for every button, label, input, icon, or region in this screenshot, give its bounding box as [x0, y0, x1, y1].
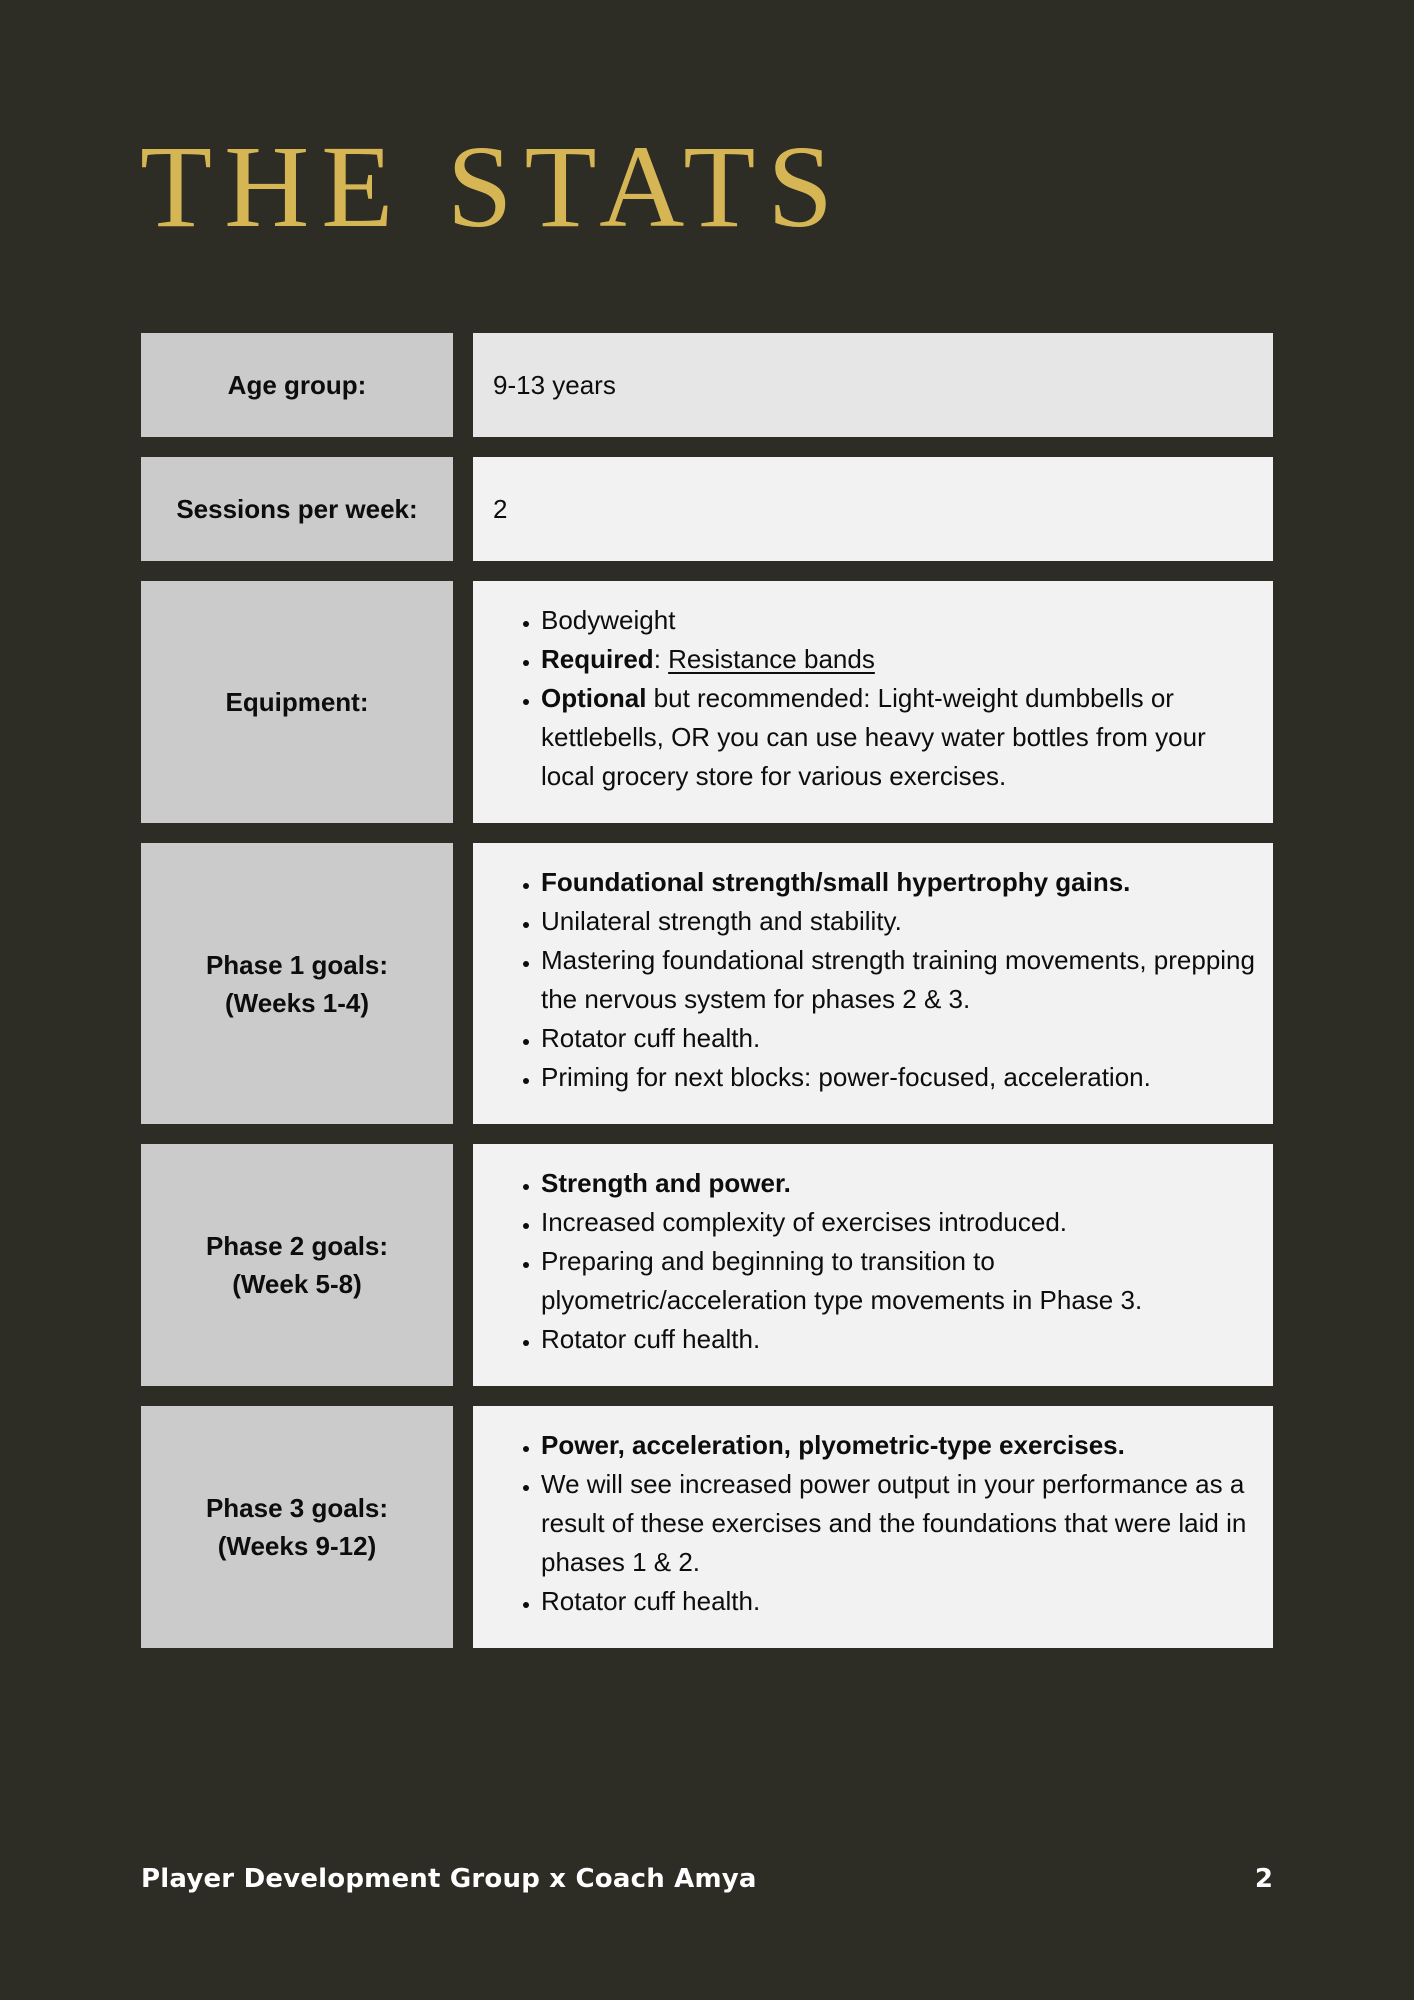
phase-1-label-title: Phase 1 goals:: [205, 949, 389, 980]
phase-2-headline: Strength and power.: [541, 1168, 791, 1198]
phase-3-value: [473, 1406, 1273, 1648]
list-item: [541, 1164, 1257, 1203]
equipment-label: Equipment:: [141, 581, 453, 823]
phase-2-goals-list: [473, 1144, 1273, 1359]
age-group-label: Age group:: [141, 333, 453, 437]
phase-3-label: [141, 1406, 453, 1648]
sessions-label: Sessions per week:: [141, 457, 453, 561]
list-item: [541, 1426, 1257, 1465]
phase-2-label: [141, 1144, 453, 1386]
phase-2-value: [473, 1144, 1273, 1386]
list-item: • We will see increased power output in your performance as a result of these exercises and the foundations that were laid in phases 1 & 2.: [541, 1465, 1257, 1582]
phase-1-label-weeks: (Weeks 1-4): [224, 987, 369, 1018]
phase-1-label: [141, 843, 453, 1124]
age-group-value: 9-13 years: [473, 333, 1273, 437]
stats-row-age-group: [141, 333, 1273, 437]
phase-2-label-weeks: (Week 5-8): [232, 1269, 362, 1299]
list-item: • Priming for next blocks: power-focused, acceleration.: [541, 1058, 1257, 1097]
phase-1-headline: Foundational strength/small hypertrophy gains.: [541, 867, 1131, 897]
list-item: [541, 679, 1257, 796]
list-item: • Rotator cuff health.: [541, 1582, 1257, 1621]
list-item: • Rotator cuff health.: [541, 1320, 1257, 1359]
stats-row-phase-1: [141, 843, 1273, 1124]
list-item: • Preparing and beginning to transition to plyometric/acceleration type movements in Phase 3.: [541, 1242, 1257, 1320]
optional-label: Optional: [541, 683, 647, 713]
footer-text: Player Development Group x Coach Amya: [141, 1864, 757, 1894]
equipment-item-text: but recommended: Light-weight dumbbells or kettlebells, OR you can use heavy water bottles from your local grocery store for various exercises.: [541, 683, 1206, 791]
list-item: • Rotator cuff health.: [541, 1019, 1257, 1058]
page-title: THE STATS: [140, 121, 845, 252]
sessions-value: 2: [473, 457, 1273, 561]
resistance-bands-link[interactable]: Resistance bands: [668, 644, 875, 674]
list-item: [541, 863, 1257, 902]
stats-row-equipment: [141, 581, 1273, 823]
phase-2-label-title: Phase 2 goals:: [205, 1231, 389, 1261]
list-item: • Unilateral strength and stability.: [541, 902, 1257, 941]
list-item: [541, 601, 1257, 640]
phase-1-value: [473, 843, 1273, 1124]
phase-1-goals-list: [473, 843, 1273, 1097]
equipment-item-text: Bodyweight: [541, 605, 676, 635]
stats-row-phase-2: [141, 1144, 1273, 1386]
stats-row-sessions: [141, 457, 1273, 561]
phase-3-goals-list: [473, 1406, 1273, 1621]
required-label: Required: [541, 644, 654, 674]
list-item: [541, 640, 1257, 679]
page-number: 2: [1254, 1864, 1273, 1894]
list-item: • Increased complexity of exercises introduced.: [541, 1203, 1257, 1242]
phase-3-headline: Power, acceleration, plyometric-type exercises.: [541, 1430, 1125, 1460]
equipment-value: [473, 581, 1273, 823]
phase-3-label-title: Phase 3 goals:: [205, 1493, 389, 1523]
equipment-list: [473, 581, 1273, 796]
stats-row-phase-3: [141, 1406, 1273, 1648]
separator: :: [653, 644, 669, 674]
list-item: • Mastering foundational strength training movements, prepping the nervous system for phases 2 & 3.: [541, 941, 1257, 1019]
phase-3-label-weeks: (Weeks 9-12): [217, 1531, 377, 1561]
